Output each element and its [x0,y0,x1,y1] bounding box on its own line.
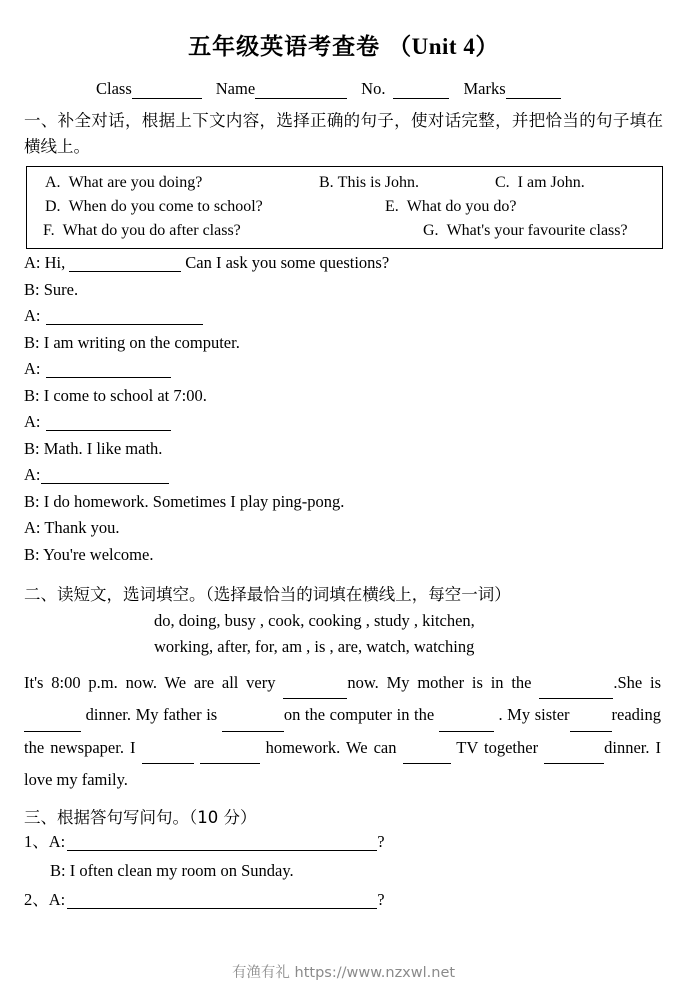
option-c-text: I am John. [517,174,585,192]
cloze-text-1: It's 8:00 p.m. now. We are all very [24,673,276,693]
dialogue-line-3-speaker: A: [24,306,41,326]
dialogue-line-5 [24,361,663,388]
question-1-number: 1、 [24,832,49,852]
option-e[interactable] [385,195,517,220]
dialogue-line-5-speaker: A: [24,359,41,379]
dialogue-blank-1[interactable] [69,257,181,272]
cloze-text-9: homework. We can [265,737,397,757]
question-2-line [24,892,663,921]
dialogue-blank-5[interactable] [41,469,169,484]
dialogue-line-2: B: Sure. [24,279,79,299]
cloze-text-5: on the computer in the [283,705,435,725]
cloze-text-11: dinner. I love my family. [24,737,662,789]
class-label: Class [96,78,132,98]
dialogue-line-1-speaker: A: Hi, [24,253,66,273]
dialogue-line-6: B: I come to school at 7:00. [24,385,207,405]
option-c-letter: C. [495,174,510,192]
option-f-text: What do you do after class? [62,222,241,240]
dialogue-blank-3[interactable] [46,363,171,378]
option-d[interactable] [45,195,263,220]
exam-paper-page [0,33,687,1004]
footer-watermark: 有渔有礼 https://www.nzxwl.net [231,965,456,981]
marks-field [463,78,560,99]
option-c[interactable] [495,171,585,196]
dialogue-line-8: B: Math. I like math. [24,438,163,458]
dialogue-line-9-speaker: A: [24,465,41,485]
options-row-2 [37,195,652,219]
option-g-letter: G. [423,222,439,240]
dialogue-line-7-speaker: A: [24,412,41,432]
cloze-paragraph [24,667,661,796]
section-1-heading: 一、补全对话，根据上下文内容，选择正确的句子，使对话完整，并把恰当的句子填在横线上。 [24,111,663,156]
dialogue-line-3 [24,308,663,335]
name-label: Name [215,78,256,98]
word-bank-line-1: do, doing, busy , cook, cooking , study , kitchen, [154,610,475,630]
word-bank-line-2: working, after, for, am , is , are, watch, watching [154,637,475,657]
dialogue-block [24,255,663,573]
option-a-text: What are you doing? [68,174,203,192]
question-2-suffix: ? [377,890,385,910]
section-3-heading: 三、根据答句写问句。（10 分） [24,807,257,827]
dialogue-line-7 [24,414,663,441]
answer-options-box [26,166,663,249]
marks-input-line[interactable] [506,83,561,99]
cloze-blank-4[interactable] [222,717,284,732]
question-1-line [24,834,663,863]
option-b-text: This is John. [337,174,420,192]
no-input-line[interactable] [393,83,449,99]
dialogue-line-1 [24,255,663,282]
option-b-letter: B. [319,174,334,192]
name-field [216,78,361,99]
cloze-blank-7[interactable] [142,749,194,764]
option-g-text: What's your favourite class? [446,222,628,240]
cloze-blank-8[interactable] [200,749,260,764]
cloze-text-4: dinner. My father is [85,705,218,725]
cloze-blank-2[interactable] [539,684,613,699]
cloze-text-3: .She is [613,673,662,693]
question-2-prefix: A: [48,890,66,910]
option-b[interactable] [319,171,419,196]
cloze-text-2: now. My mother is in the [347,673,532,693]
options-row-1 [37,171,652,195]
cloze-blank-10[interactable] [544,749,604,764]
cloze-blank-3[interactable] [24,717,81,732]
class-field [96,78,216,99]
name-input-line[interactable] [255,83,347,99]
no-label: No. [361,78,386,98]
student-info-row [24,78,663,99]
option-f[interactable] [43,219,241,244]
answer-1-line: B: I often clean my room on Sunday. [50,861,294,881]
question-1-suffix: ? [377,832,385,852]
page-title-cn: 五年级英语考查卷 [188,34,381,60]
cloze-blank-5[interactable] [439,717,494,732]
option-d-letter: D. [45,198,61,216]
question-2-blank[interactable] [67,893,377,909]
option-f-letter: F. [43,222,55,240]
option-e-text: What do you do? [406,198,517,216]
question-1-blank[interactable] [67,835,377,851]
cloze-text-6: . My sister [498,705,570,725]
dialogue-blank-4[interactable] [46,416,171,431]
cloze-blank-9[interactable] [403,749,451,764]
cloze-text-7: reading the newspaper. I [24,705,662,757]
question-2-number: 2、 [24,890,49,910]
question-1-prefix: A: [48,832,66,852]
dialogue-line-4: B: I am writing on the computer. [24,332,240,352]
option-a[interactable] [45,171,202,196]
option-d-text: When do you come to school? [68,198,263,216]
question-answer-block [24,834,663,921]
page-title-en: （Unit 4） [388,34,499,59]
dialogue-line-12: B: You're welcome. [24,544,154,564]
cloze-text-10: TV together [456,737,539,757]
section-2-heading: 二、读短文，选词填空。（选择最恰当的词填在横线上，每空一词） [24,585,511,605]
dialogue-line-9 [24,467,663,494]
cloze-blank-1[interactable] [283,684,347,699]
dialogue-line-10: B: I do homework. Sometimes I play ping-pong. [24,491,345,511]
dialogue-blank-2[interactable] [46,310,203,325]
marks-label: Marks [463,78,506,98]
option-e-letter: E. [385,198,399,216]
option-a-letter: A. [45,174,61,192]
page-title [24,33,663,62]
dialogue-line-11: A: Thank you. [24,518,120,538]
no-field [361,78,463,99]
cloze-blank-6[interactable] [570,717,612,732]
options-row-3 [37,219,652,243]
class-input-line[interactable] [132,83,202,99]
dialogue-line-1-tail: Can I ask you some questions? [185,253,390,273]
option-g[interactable] [423,219,628,244]
